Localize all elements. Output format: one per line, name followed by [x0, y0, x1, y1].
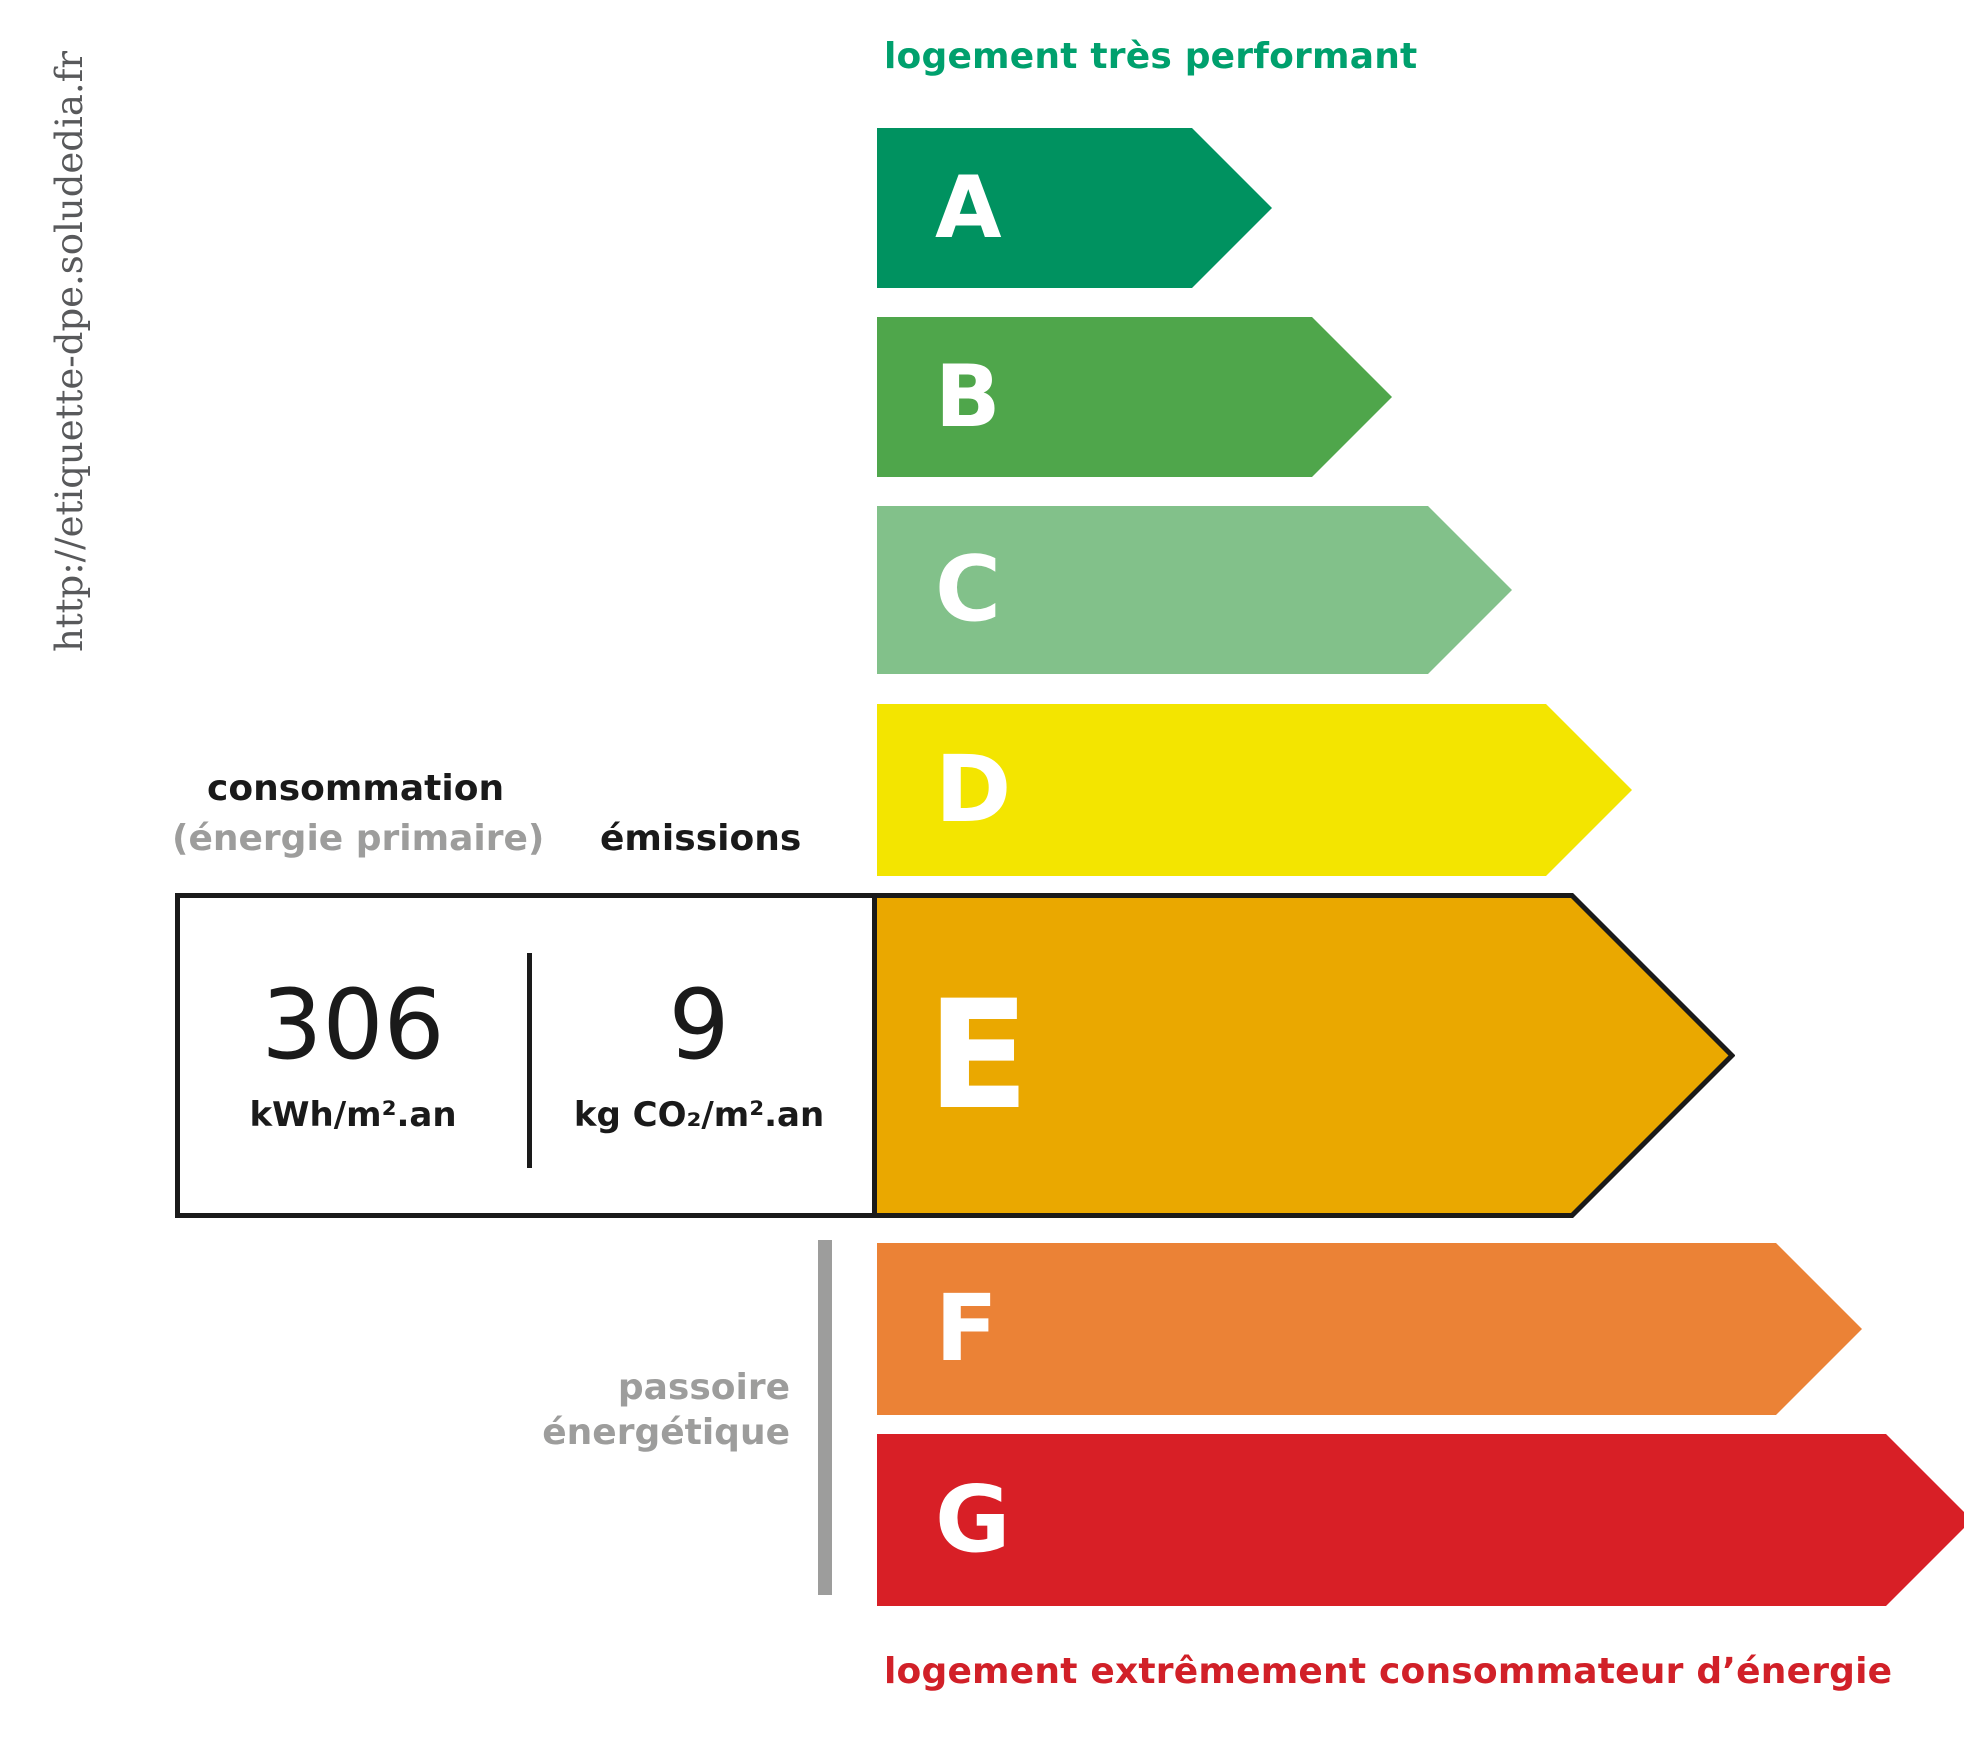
- caption-top-performant: logement très performant: [884, 36, 1418, 77]
- emission-unit: kg CO₂/m².an: [573, 1094, 825, 1135]
- energy-bar-d: [877, 704, 1632, 876]
- label-emissions: émissions: [600, 818, 802, 859]
- label-energie-primaire: (énergie primaire): [172, 818, 545, 859]
- energy-bar-e: [872, 893, 1735, 1218]
- passoire-indicator-bar: [818, 1240, 832, 1595]
- caption-bottom-consommateur: logement extrêmement consommateur d’énergie: [884, 1651, 1893, 1692]
- emission-cell: [526, 968, 872, 1135]
- value-divider: [527, 953, 532, 1168]
- current-class-row: [175, 893, 1735, 1228]
- consumption-value: 306: [261, 968, 445, 1081]
- consumption-cell: [180, 968, 526, 1135]
- energy-bar-f-label: F: [935, 1275, 998, 1382]
- value-box: [175, 893, 877, 1218]
- bar-shape-g-icon: [877, 1434, 1964, 1606]
- energy-bar-c-label: C: [935, 537, 1002, 642]
- energy-bar-g-label: G: [935, 1466, 1011, 1573]
- consumption-unit: kWh/m².an: [249, 1094, 457, 1135]
- passoire-label-line1: passoire: [617, 1367, 790, 1408]
- energy-bar-b: [877, 317, 1392, 477]
- bar-shape-f-icon: [877, 1243, 1862, 1415]
- energy-bar-d-label: D: [935, 736, 1012, 843]
- watermark-url-text: http://etiquette-dpe.soludedia.fr: [48, 50, 92, 653]
- energy-bar-b-label: B: [935, 347, 1001, 447]
- label-consommation: consommation: [207, 768, 505, 809]
- energy-bar-f: [877, 1243, 1862, 1415]
- energy-bar-c: [877, 506, 1512, 674]
- passoire-label: [540, 1365, 790, 1455]
- emission-value: 9: [668, 968, 730, 1081]
- watermark-url: [0, 0, 140, 800]
- energy-bar-a: [877, 128, 1272, 288]
- passoire-label-line2: énergétique: [542, 1412, 790, 1453]
- energy-bar-e-label: E: [927, 968, 1030, 1143]
- energy-bar-g: [877, 1434, 1964, 1606]
- energy-bar-a-label: A: [935, 158, 1002, 258]
